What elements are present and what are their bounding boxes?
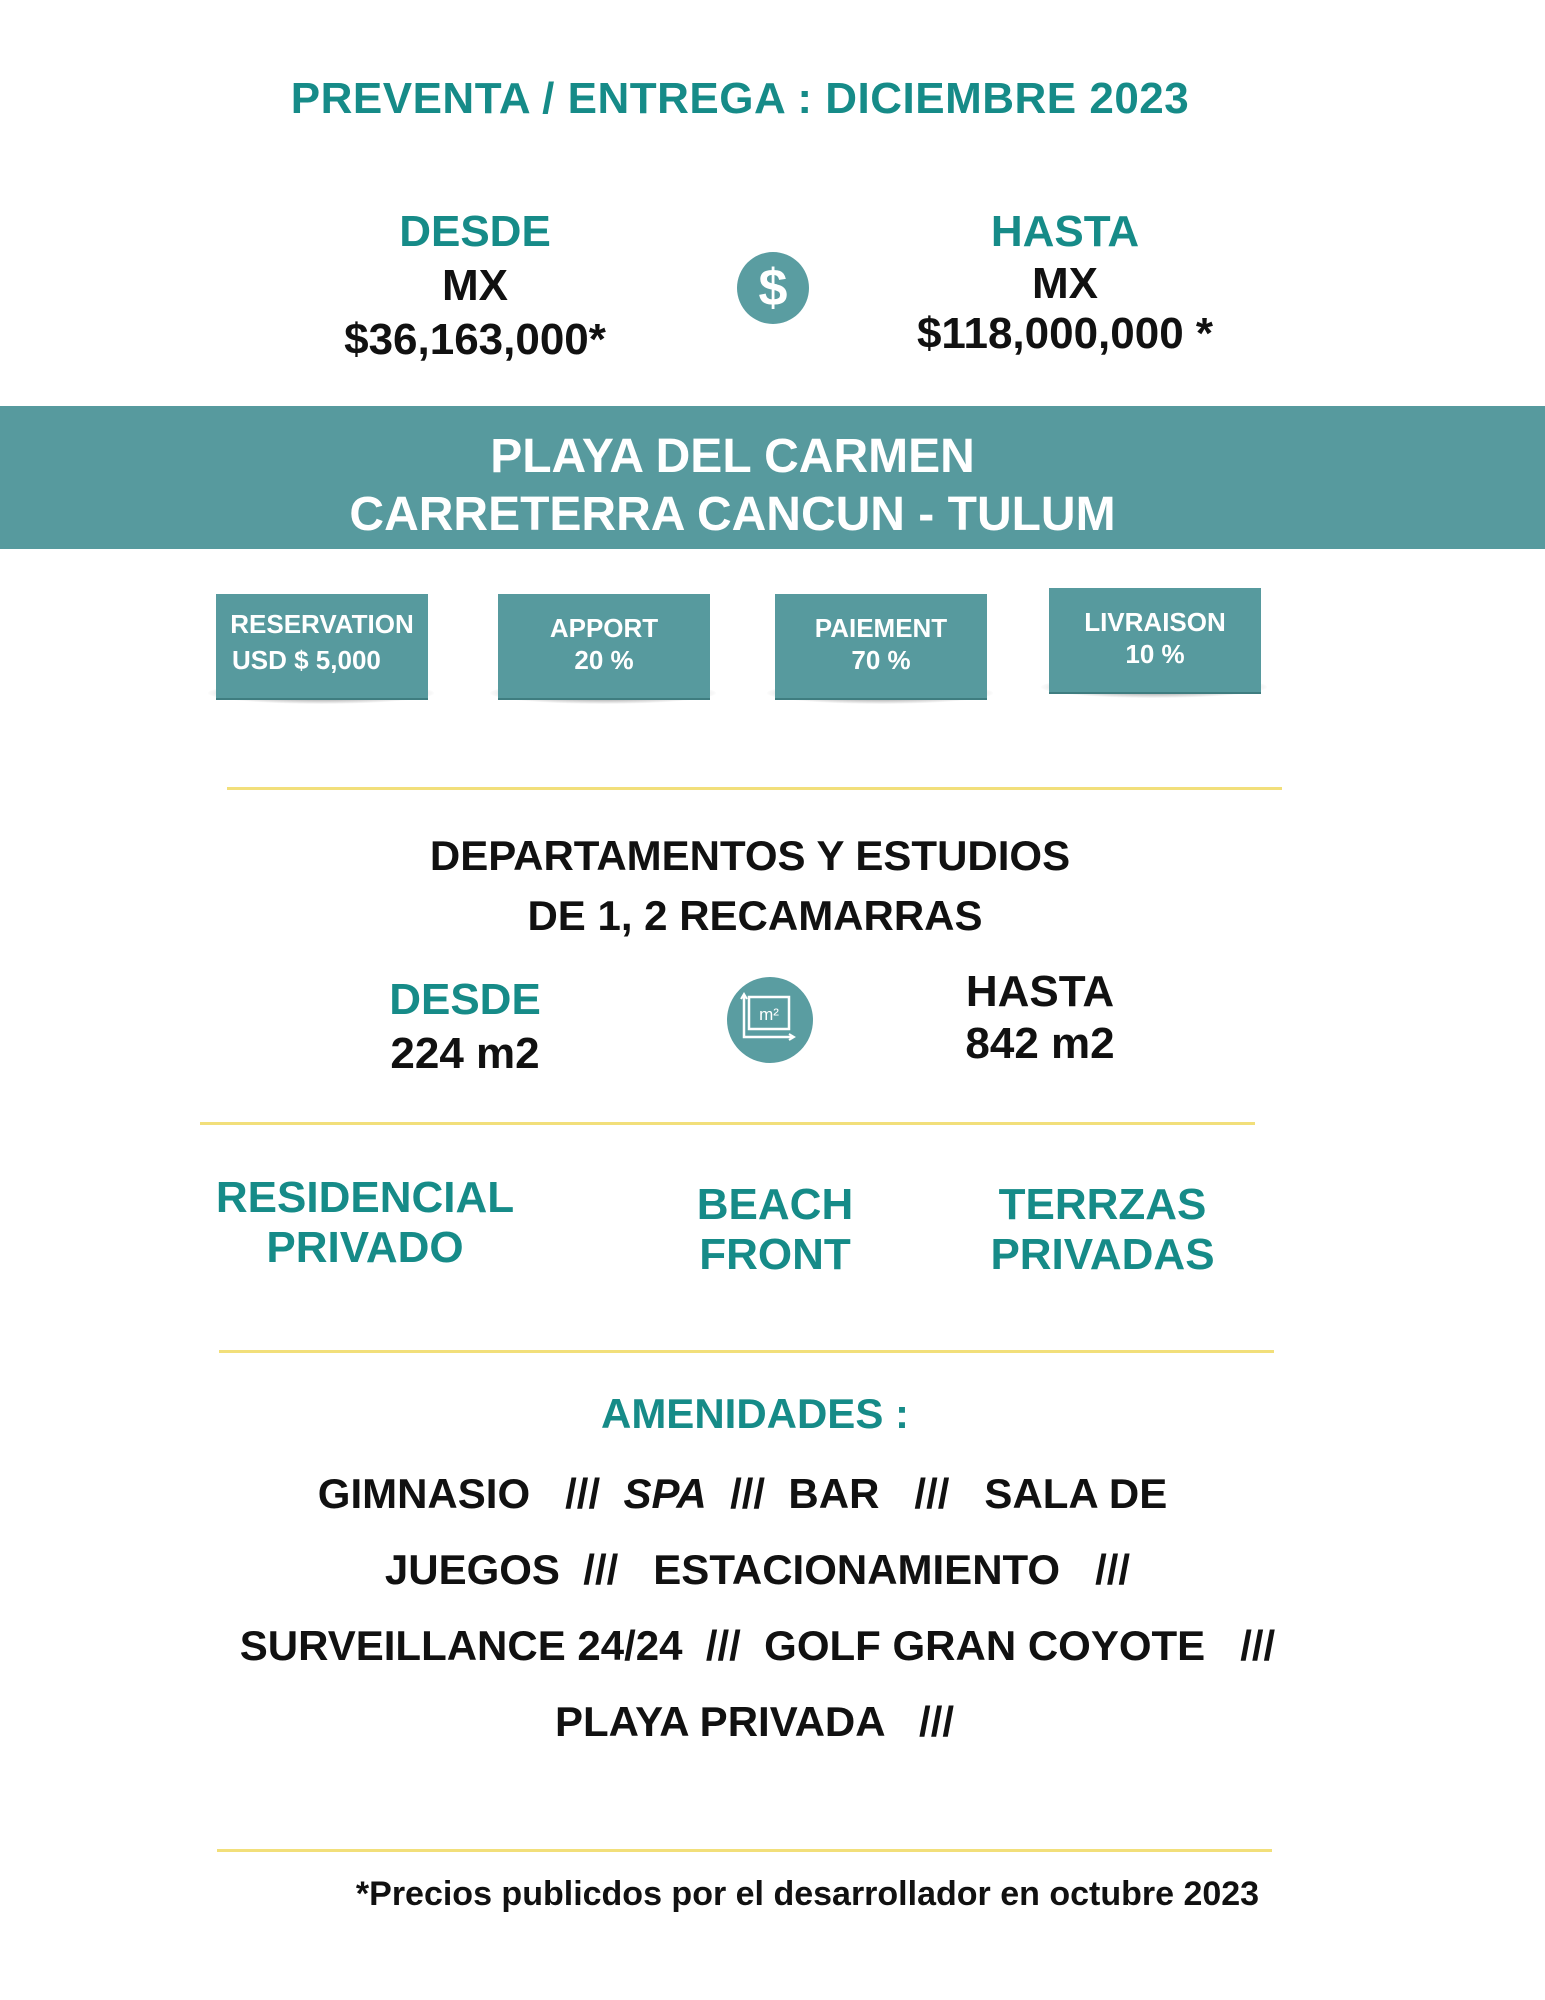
location-banner (0, 406, 1545, 549)
price-from-amount: $36,163,000* (344, 315, 606, 364)
units-title-line1: DEPARTAMENTOS Y ESTUDIOS (429, 832, 1071, 879)
area-to (930, 966, 1150, 1070)
amenities-line-3: SURVEILLANCE 24/24 /// GOLF GRAN COYOTE /// (239, 1622, 1276, 1669)
feature-line1: TERRZAS (998, 1180, 1207, 1229)
area-to-label: HASTA (965, 967, 1115, 1016)
feature-line2: FRONT (699, 1230, 851, 1279)
divider (219, 1350, 1274, 1353)
amenities-text-spa: SPA (623, 1470, 707, 1517)
area-from-label: DESDE (389, 975, 541, 1024)
location-city: PLAYA DEL CARMEN (490, 430, 975, 483)
payment-step-label: RESERVATION (230, 609, 414, 639)
amenities-text: /// BAR /// SALA DE (706, 1470, 1168, 1517)
price-from-currency: MX (442, 261, 508, 310)
divider (217, 1849, 1272, 1852)
units-title-line2: DE 1, 2 RECAMARRAS (527, 892, 983, 939)
payment-step-apport (498, 594, 710, 700)
payment-step-label: PAIEMENT (814, 613, 948, 643)
price-to-label: HASTA (990, 207, 1140, 256)
footnote: *Precios publicdos por el desarrollador en octubre 2023 (355, 1875, 1260, 1913)
feature-residencial-privado (200, 1173, 530, 1273)
divider (227, 787, 1282, 790)
feature-line1: BEACH (696, 1180, 854, 1229)
price-to (900, 205, 1230, 359)
payment-step-value: 10 % (1125, 639, 1185, 669)
area-icon-text: m² (759, 1005, 779, 1024)
feature-beach-front (620, 1180, 930, 1280)
area-m2-icon (727, 977, 813, 1063)
feature-line2: PRIVADAS (990, 1230, 1215, 1279)
amenities-line-4: PLAYA PRIVADA /// (554, 1698, 955, 1745)
price-to-amount: $118,000,000 * (916, 309, 1214, 358)
dollar-icon: $ (737, 252, 809, 324)
payment-step-value: USD $ 5,000 (232, 645, 381, 675)
payment-step-paiement (775, 594, 987, 700)
payment-step-value: 70 % (851, 645, 911, 675)
payment-step-value: 20 % (574, 645, 634, 675)
area-from-value: 224 m2 (390, 1029, 540, 1078)
payment-step-reservation (216, 594, 428, 700)
price-to-currency: MX (1032, 259, 1098, 308)
amenities-text: GIMNASIO /// (317, 1470, 624, 1517)
amenities-line-2: JUEGOS /// ESTACIONAMIENTO /// (384, 1546, 1131, 1593)
amenities-line-1 (0, 1470, 1545, 1518)
page-title: PREVENTA / ENTREGA : DICIEMBRE 2023 (290, 74, 1190, 123)
feature-line2: PRIVADO (266, 1223, 464, 1272)
payment-step-label: LIVRAISON (1084, 607, 1226, 637)
price-from-label: DESDE (399, 207, 551, 256)
feature-terrazas-privadas (950, 1180, 1255, 1280)
divider (200, 1122, 1255, 1125)
amenities-title: AMENIDADES : (600, 1390, 909, 1437)
location-road: CARRETERRA CANCUN - TULUM (349, 488, 1116, 541)
feature-line1: RESIDENCIAL (215, 1173, 515, 1222)
area-from (340, 973, 590, 1081)
price-from (300, 205, 650, 367)
area-to-value: 842 m2 (965, 1019, 1115, 1068)
payment-step-label: APPORT (549, 613, 659, 643)
payment-step-livraison (1049, 588, 1261, 694)
